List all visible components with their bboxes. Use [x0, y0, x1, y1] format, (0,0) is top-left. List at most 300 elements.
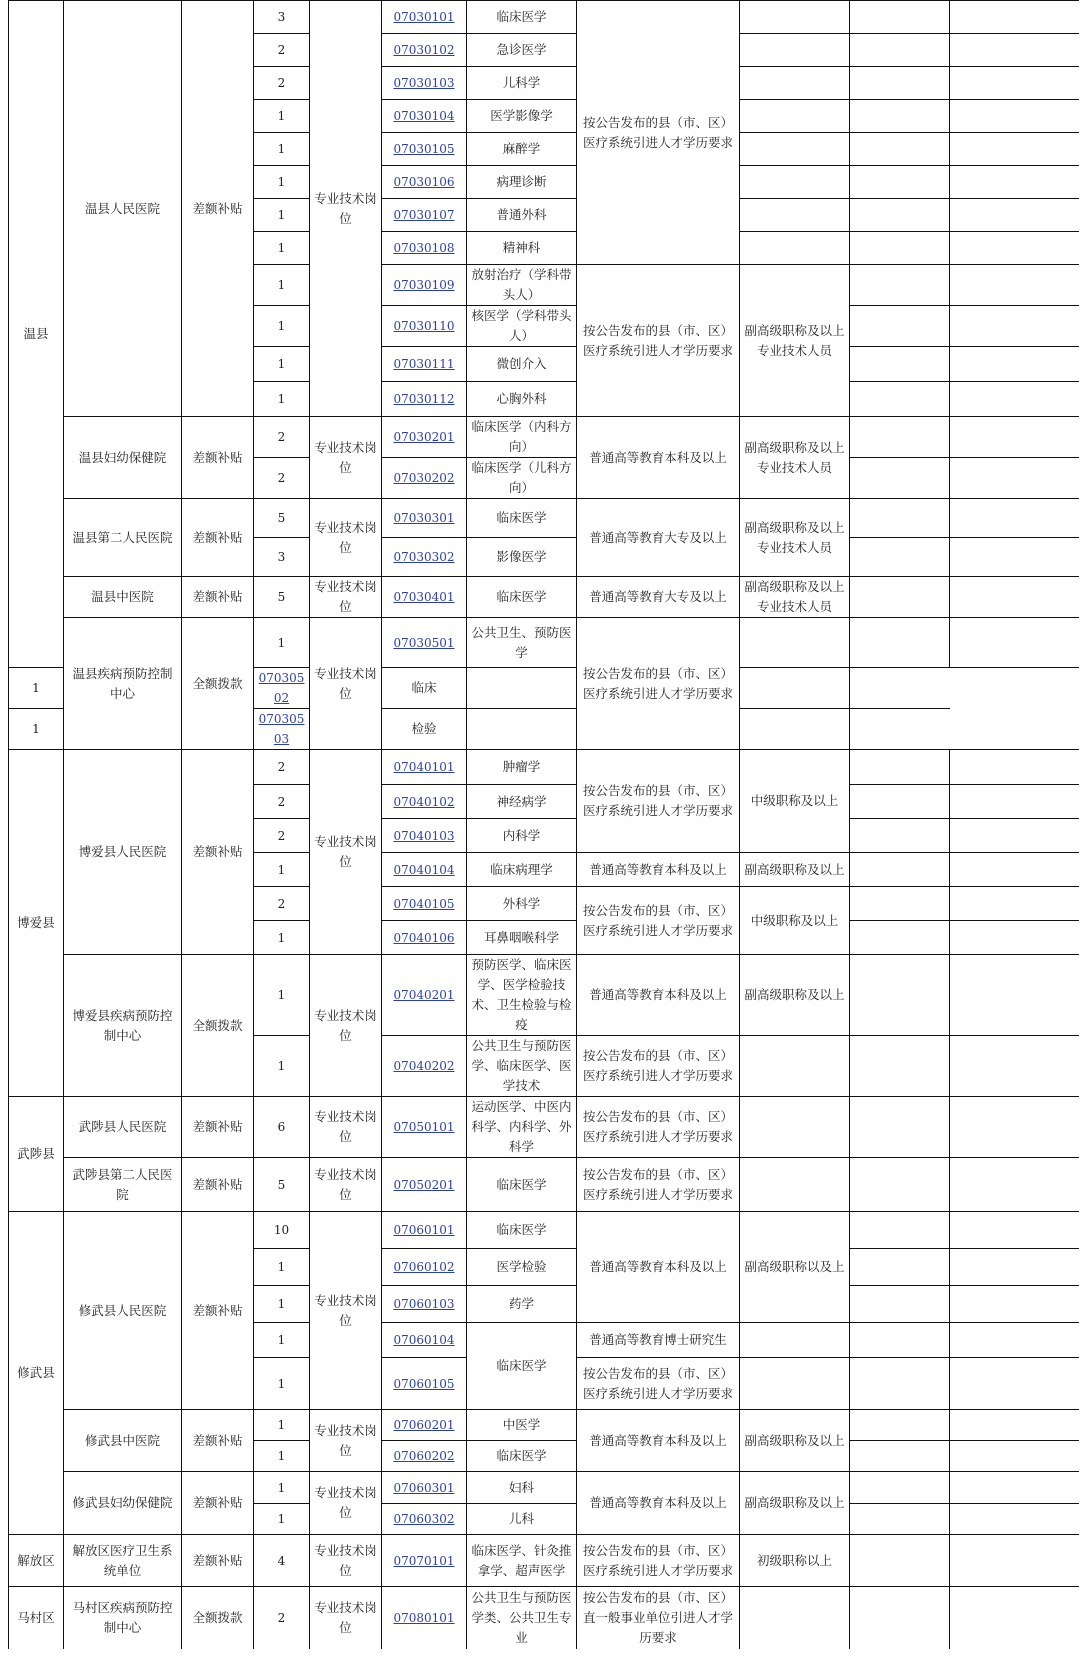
unit-name-cell: 温县中医院 [64, 577, 182, 618]
count-cell: 1 [254, 618, 310, 668]
unit-name-cell: 解放区医疗卫生系统单位 [64, 1535, 182, 1587]
position-code-link[interactable]: 07030109 [393, 278, 455, 292]
count-cell: 1 [254, 1358, 310, 1410]
post-type-cell: 专业技术岗位 [310, 1, 382, 417]
count-cell: 2 [254, 785, 310, 819]
funding-cell: 差额补贴 [182, 1472, 254, 1535]
position-code-cell[interactable] [382, 1358, 467, 1410]
region-cell: 马村区 [9, 1587, 64, 1649]
note-cell [950, 1535, 1079, 1587]
position-code-link[interactable]: 07030112 [393, 392, 455, 406]
note-cell [850, 668, 950, 709]
count-cell: 1 [9, 709, 64, 750]
position-code-cell[interactable] [382, 1249, 467, 1286]
post-type-cell: 专业技术岗位 [310, 1587, 382, 1649]
note-cell [950, 417, 1079, 458]
count-cell: 1 [254, 232, 310, 265]
position-code-link[interactable]: 07040202 [393, 1059, 455, 1073]
title-cell [740, 1323, 850, 1358]
major-cell: 临床医学 [467, 577, 577, 618]
major-cell: 病理诊断 [467, 166, 577, 199]
major-cell: 微创介入 [467, 347, 577, 382]
count-cell: 10 [254, 1212, 310, 1249]
position-code-link[interactable]: 07040103 [393, 828, 455, 843]
note-cell [950, 577, 1079, 618]
count-cell: 1 [254, 100, 310, 133]
position-code-link[interactable]: 07040102 [393, 794, 455, 809]
position-code-cell[interactable] [382, 1, 467, 34]
major-cell: 儿科 [467, 1504, 577, 1535]
position-code-cell[interactable] [382, 382, 467, 417]
major-cell: 公共卫生与预防医学、临床医学、医学技术 [467, 1036, 577, 1097]
post-type-cell: 专业技术岗位 [310, 1097, 382, 1158]
education-cell: 按公告发布的县（市、区）医疗系统引进人才学历要求 [577, 265, 740, 417]
note-cell [950, 750, 1079, 785]
position-code-cell[interactable] [382, 265, 467, 306]
note-cell [850, 1587, 950, 1649]
note-cell [850, 417, 950, 458]
funding-cell: 差额补贴 [182, 1410, 254, 1472]
note-cell [950, 458, 1079, 499]
title-cell: 副高级职称及以上专业技术人员 [740, 499, 850, 577]
unit-name-cell: 温县人民医院 [64, 1, 182, 417]
note-cell [950, 1441, 1079, 1472]
position-code-cell[interactable] [382, 1286, 467, 1323]
position-code-link[interactable]: 07030301 [393, 511, 455, 525]
position-code-cell[interactable] [382, 577, 467, 618]
note-cell [950, 853, 1079, 887]
note-cell [950, 1410, 1079, 1441]
count-cell: 2 [254, 34, 310, 67]
note-cell [850, 199, 950, 232]
education-cell: 按公告发布的县（市、区）医疗系统引进人才学历要求 [577, 1097, 740, 1158]
count-cell: 2 [254, 1587, 310, 1649]
count-cell: 4 [254, 1535, 310, 1587]
major-cell: 预防医学、临床医学、医学检验技术、卫生检验与检疫 [467, 955, 577, 1036]
position-code-link[interactable]: 07040104 [393, 862, 455, 877]
post-type-cell: 专业技术岗位 [310, 1410, 382, 1472]
funding-cell: 差额补贴 [182, 1, 254, 417]
note-cell [950, 306, 1079, 347]
note-cell [950, 1036, 1079, 1097]
count-cell: 1 [254, 133, 310, 166]
major-cell: 医学影像学 [467, 100, 577, 133]
major-cell: 运动医学、中医内科学、内科学、外科学 [467, 1097, 577, 1158]
position-code-cell[interactable] [382, 34, 467, 67]
major-cell: 临床医学（内科方向） [467, 417, 577, 458]
major-cell: 外科学 [467, 887, 577, 921]
note-cell [850, 1097, 950, 1158]
count-cell: 2 [254, 458, 310, 499]
position-code-link[interactable]: 07060201 [393, 1418, 455, 1432]
note-cell [950, 955, 1079, 1036]
position-code-link[interactable]: 07030401 [393, 590, 455, 604]
count-cell: 2 [254, 750, 310, 785]
position-code-cell[interactable] [382, 1097, 467, 1158]
position-code-cell[interactable] [382, 100, 467, 133]
note-cell [950, 1587, 1079, 1649]
note-cell [850, 1410, 950, 1441]
count-cell: 3 [254, 1, 310, 34]
education-cell: 按公告发布的县（市、区）医疗系统引进人才学历要求 [577, 750, 740, 853]
note-cell [950, 1358, 1079, 1410]
note-cell [850, 1158, 950, 1212]
position-code-cell[interactable] [382, 166, 467, 199]
position-code-cell[interactable] [382, 1472, 467, 1504]
note-cell [850, 34, 950, 67]
note-cell [850, 887, 950, 921]
position-code-link[interactable]: 07030101 [393, 10, 455, 24]
position-code-link[interactable]: 07040106 [393, 930, 455, 945]
position-code-link[interactable]: 07040101 [393, 760, 455, 774]
note-cell [950, 199, 1079, 232]
note-cell [850, 819, 950, 853]
position-code-cell[interactable] [382, 618, 467, 668]
funding-cell: 差额补贴 [182, 1158, 254, 1212]
note-cell [850, 499, 950, 538]
note-cell [850, 1, 950, 34]
note-cell [850, 1249, 950, 1286]
post-type-cell: 专业技术岗位 [310, 1472, 382, 1535]
region-cell: 武陟县 [9, 1097, 64, 1212]
major-cell: 公共卫生、预防医学 [467, 618, 577, 668]
title-cell [740, 199, 850, 232]
unit-name-cell: 马村区疾病预防控制中心 [64, 1587, 182, 1649]
count-cell: 1 [254, 265, 310, 306]
note-cell [950, 1212, 1079, 1249]
position-code-link[interactable]: 07030105 [393, 142, 455, 156]
note-cell [950, 67, 1079, 100]
education-cell: 按公告发布的县（市、区）医疗系统引进人才学历要求 [577, 618, 740, 750]
count-cell: 1 [254, 382, 310, 417]
major-cell: 麻醉学 [467, 133, 577, 166]
note-cell [950, 819, 1079, 853]
count-cell: 1 [254, 199, 310, 232]
education-cell: 按公告发布的县（市、区）医疗系统引进人才学历要求 [577, 1036, 740, 1097]
position-code-link[interactable]: 07060302 [393, 1512, 455, 1526]
title-cell: 副高级职称以及上 [740, 1212, 850, 1323]
title-cell [740, 67, 850, 100]
education-cell: 按公告发布的县（市、区）医疗系统引进人才学历要求 [577, 1535, 740, 1587]
funding-cell: 差额补贴 [182, 750, 254, 955]
education-cell: 普通高等教育本科及以上 [577, 1472, 740, 1535]
note-cell [850, 1358, 950, 1410]
position-code-cell[interactable] [382, 347, 467, 382]
funding-cell: 差额补贴 [182, 1097, 254, 1158]
major-cell: 儿科学 [467, 67, 577, 100]
note-cell [950, 1286, 1079, 1323]
note-cell [850, 750, 950, 785]
position-code-cell[interactable] [382, 133, 467, 166]
count-cell: 1 [254, 1504, 310, 1535]
title-cell [740, 1036, 850, 1097]
title-cell [740, 232, 850, 265]
education-cell: 按公告发布的县（市、区）医疗系统引进人才学历要求 [577, 1358, 740, 1410]
position-code-link[interactable]: 07030111 [393, 357, 455, 371]
note-cell [950, 166, 1079, 199]
position-code-cell[interactable] [382, 538, 467, 577]
position-code-link[interactable]: 07060202 [393, 1449, 455, 1463]
position-code-link[interactable]: 07030110 [393, 319, 455, 333]
position-code-cell[interactable] [382, 750, 467, 785]
note-cell [950, 1472, 1079, 1504]
region-cell: 温县 [9, 1, 64, 668]
position-code-link[interactable]: 07070101 [393, 1553, 455, 1568]
note-cell [950, 34, 1079, 67]
note-cell [850, 618, 950, 668]
funding-cell: 全额拨款 [182, 955, 254, 1097]
note-cell [850, 1441, 950, 1472]
position-code-link[interactable]: 07060104 [393, 1333, 455, 1347]
major-cell: 医学检验 [467, 1249, 577, 1286]
title-cell: 副高级职称及以上专业技术人员 [740, 417, 850, 499]
position-code-link[interactable]: 07040105 [393, 896, 455, 911]
education-cell: 普通高等教育大专及以上 [577, 577, 740, 618]
education-cell: 普通高等教育本科及以上 [577, 1410, 740, 1472]
position-code-link[interactable]: 07050201 [393, 1177, 455, 1192]
position-code-link[interactable]: 07040201 [393, 988, 455, 1002]
note-cell [850, 1504, 950, 1535]
position-code-link[interactable]: 07030502 [258, 671, 305, 705]
education-cell: 普通高等教育本科及以上 [577, 1212, 740, 1323]
title-cell: 副高级职称及以上专业技术人员 [740, 265, 850, 417]
position-code-cell[interactable] [254, 668, 310, 709]
note-cell [850, 577, 950, 618]
count-cell: 6 [254, 1097, 310, 1158]
note-cell [950, 618, 1079, 668]
position-code-cell[interactable] [382, 921, 467, 955]
region-cell: 解放区 [9, 1535, 64, 1587]
position-code-cell[interactable] [382, 887, 467, 921]
note-cell [950, 887, 1079, 921]
major-cell: 临床医学 [467, 1158, 577, 1212]
major-cell: 临床医学 [467, 1323, 577, 1410]
note-cell [850, 133, 950, 166]
position-code-link[interactable]: 07030501 [393, 635, 455, 650]
position-code-cell[interactable] [382, 67, 467, 100]
note-cell [850, 1535, 950, 1587]
note-cell [850, 1323, 950, 1358]
unit-name-cell: 武陟县人民医院 [64, 1097, 182, 1158]
position-code-cell[interactable] [382, 199, 467, 232]
note-cell [950, 921, 1079, 955]
post-type-cell: 专业技术岗位 [310, 417, 382, 499]
note-cell [950, 232, 1079, 265]
post-type-cell: 专业技术岗位 [310, 618, 382, 750]
title-cell: 副高级职称及以上 [740, 1410, 850, 1472]
major-cell: 精神科 [467, 232, 577, 265]
title-cell [740, 1, 850, 34]
count-cell: 1 [254, 1441, 310, 1472]
position-code-cell[interactable] [254, 709, 310, 750]
position-code-link[interactable]: 07060301 [393, 1480, 455, 1495]
count-cell: 3 [254, 538, 310, 577]
unit-name-cell: 温县疾病预防控制中心 [64, 618, 182, 750]
title-cell [740, 1587, 850, 1649]
note-cell [950, 265, 1079, 306]
note-cell [950, 100, 1079, 133]
position-code-cell[interactable] [382, 499, 467, 538]
position-code-link[interactable]: 07030503 [258, 712, 305, 746]
note-cell [850, 306, 950, 347]
education-cell: 普通高等教育本科及以上 [577, 955, 740, 1036]
position-code-cell[interactable] [382, 1441, 467, 1472]
major-cell: 检验 [382, 709, 467, 750]
title-cell [467, 668, 577, 709]
title-cell: 中级职称及以上 [740, 887, 850, 955]
major-cell: 核医学（学科带头人） [467, 306, 577, 347]
note-cell [850, 100, 950, 133]
note-cell [950, 347, 1079, 382]
position-code-cell[interactable] [382, 1587, 467, 1649]
major-cell: 药学 [467, 1286, 577, 1323]
count-cell: 1 [9, 668, 64, 709]
major-cell: 急诊医学 [467, 34, 577, 67]
position-code-link[interactable]: 07030201 [393, 430, 455, 444]
note-cell [950, 1323, 1079, 1358]
count-cell: 2 [254, 67, 310, 100]
major-cell: 临床医学（儿科方向） [467, 458, 577, 499]
position-code-link[interactable]: 07080101 [393, 1610, 455, 1625]
note-cell [950, 1249, 1079, 1286]
position-code-cell[interactable] [382, 1212, 467, 1249]
position-code-cell[interactable] [382, 306, 467, 347]
post-type-cell: 专业技术岗位 [310, 499, 382, 577]
position-code-link[interactable]: 07060103 [393, 1297, 455, 1311]
major-cell: 临床医学 [467, 1212, 577, 1249]
education-cell: 普通高等教育本科及以上 [577, 417, 740, 499]
position-code-cell[interactable] [382, 232, 467, 265]
unit-name-cell: 博爱县疾病预防控制中心 [64, 955, 182, 1097]
post-type-cell: 专业技术岗位 [310, 577, 382, 618]
position-code-cell[interactable] [382, 1504, 467, 1535]
note-cell [850, 921, 950, 955]
position-code-link[interactable]: 07030202 [393, 471, 455, 485]
post-type-cell: 专业技术岗位 [310, 750, 382, 955]
position-code-cell[interactable] [382, 417, 467, 458]
position-code-link[interactable]: 07060101 [393, 1223, 455, 1237]
position-code-link[interactable]: 07060102 [393, 1260, 455, 1274]
count-cell: 1 [254, 921, 310, 955]
count-cell: 2 [254, 819, 310, 853]
count-cell: 1 [254, 1286, 310, 1323]
post-type-cell: 专业技术岗位 [310, 1158, 382, 1212]
unit-name-cell: 修武县妇幼保健院 [64, 1472, 182, 1535]
title-cell [740, 166, 850, 199]
count-cell: 1 [254, 955, 310, 1036]
note-cell [950, 1504, 1079, 1535]
position-code-cell[interactable] [382, 1323, 467, 1358]
education-cell: 按公告发布的县（市、区）直一般事业单位引进人才学历要求 [577, 1587, 740, 1649]
position-code-cell[interactable] [382, 1535, 467, 1587]
position-code-link[interactable]: 07030106 [393, 175, 455, 189]
note-cell [850, 166, 950, 199]
position-code-link[interactable]: 07060105 [393, 1376, 455, 1391]
position-code-cell[interactable] [382, 1158, 467, 1212]
major-cell: 中医学 [467, 1410, 577, 1441]
position-code-cell[interactable] [382, 785, 467, 819]
note-cell [850, 955, 950, 1036]
position-code-cell[interactable] [382, 458, 467, 499]
major-cell: 神经病学 [467, 785, 577, 819]
title-cell [740, 1097, 850, 1158]
count-cell: 1 [254, 1323, 310, 1358]
note-cell [850, 232, 950, 265]
major-cell: 公共卫生与预防医学类、公共卫生专业 [467, 1587, 577, 1649]
count-cell: 1 [254, 166, 310, 199]
title-cell [740, 100, 850, 133]
unit-name-cell: 温县妇幼保健院 [64, 417, 182, 499]
note-cell [850, 538, 950, 577]
position-code-cell[interactable] [382, 1410, 467, 1441]
note-cell [850, 709, 950, 750]
note-cell [950, 785, 1079, 819]
title-cell: 副高级职称及以上专业技术人员 [740, 577, 850, 618]
position-code-link[interactable]: 07030103 [393, 76, 455, 90]
major-cell: 临床医学、针灸推拿学、超声医学 [467, 1535, 577, 1587]
education-cell: 按公告发布的县（市、区）医疗系统引进人才学历要求 [577, 1, 740, 265]
post-type-cell: 专业技术岗位 [310, 1535, 382, 1587]
funding-cell: 差额补贴 [182, 417, 254, 499]
unit-name-cell: 博爱县人民医院 [64, 750, 182, 955]
position-code-link[interactable]: 07030104 [393, 109, 455, 123]
count-cell: 1 [254, 1472, 310, 1504]
note-cell [850, 1472, 950, 1504]
major-cell: 影像医学 [467, 538, 577, 577]
count-cell: 1 [254, 1410, 310, 1441]
education-cell: 按公告发布的县（市、区）医疗系统引进人才学历要求 [577, 887, 740, 955]
title-cell [740, 1158, 850, 1212]
position-code-link[interactable]: 07030107 [393, 208, 455, 222]
position-code-cell[interactable] [382, 955, 467, 1036]
note-cell [950, 1158, 1079, 1212]
major-cell: 临床 [382, 668, 467, 709]
unit-name-cell: 修武县中医院 [64, 1410, 182, 1472]
note-cell [850, 785, 950, 819]
note-cell [850, 265, 950, 306]
funding-cell: 差额补贴 [182, 1535, 254, 1587]
count-cell: 2 [254, 887, 310, 921]
count-cell: 5 [254, 577, 310, 618]
position-code-cell[interactable] [382, 853, 467, 887]
note-cell [950, 1, 1079, 34]
count-cell: 5 [254, 1158, 310, 1212]
note-cell [950, 133, 1079, 166]
position-code-cell[interactable] [382, 819, 467, 853]
recruitment-table [8, 0, 1079, 1649]
position-code-link[interactable]: 07030108 [393, 241, 455, 255]
major-cell: 肿瘤学 [467, 750, 577, 785]
position-code-link[interactable]: 07050101 [393, 1120, 455, 1134]
title-cell [740, 34, 850, 67]
position-code-link[interactable]: 07030302 [393, 550, 455, 564]
education-cell: 普通高等教育大专及以上 [577, 499, 740, 577]
title-cell: 副高级职称及以上 [740, 1472, 850, 1535]
position-code-cell[interactable] [382, 1036, 467, 1097]
title-cell: 中级职称及以上 [740, 750, 850, 853]
unit-name-cell: 武陟县第二人民医院 [64, 1158, 182, 1212]
major-cell: 临床医学 [467, 1441, 577, 1472]
post-type-cell: 专业技术岗位 [310, 1212, 382, 1410]
count-cell: 1 [254, 306, 310, 347]
count-cell: 1 [254, 347, 310, 382]
note-cell [850, 347, 950, 382]
position-code-link[interactable]: 07030102 [393, 43, 455, 57]
major-cell: 临床医学 [467, 499, 577, 538]
note-cell [850, 1212, 950, 1249]
region-cell: 修武县 [9, 1212, 64, 1535]
count-cell: 1 [254, 853, 310, 887]
